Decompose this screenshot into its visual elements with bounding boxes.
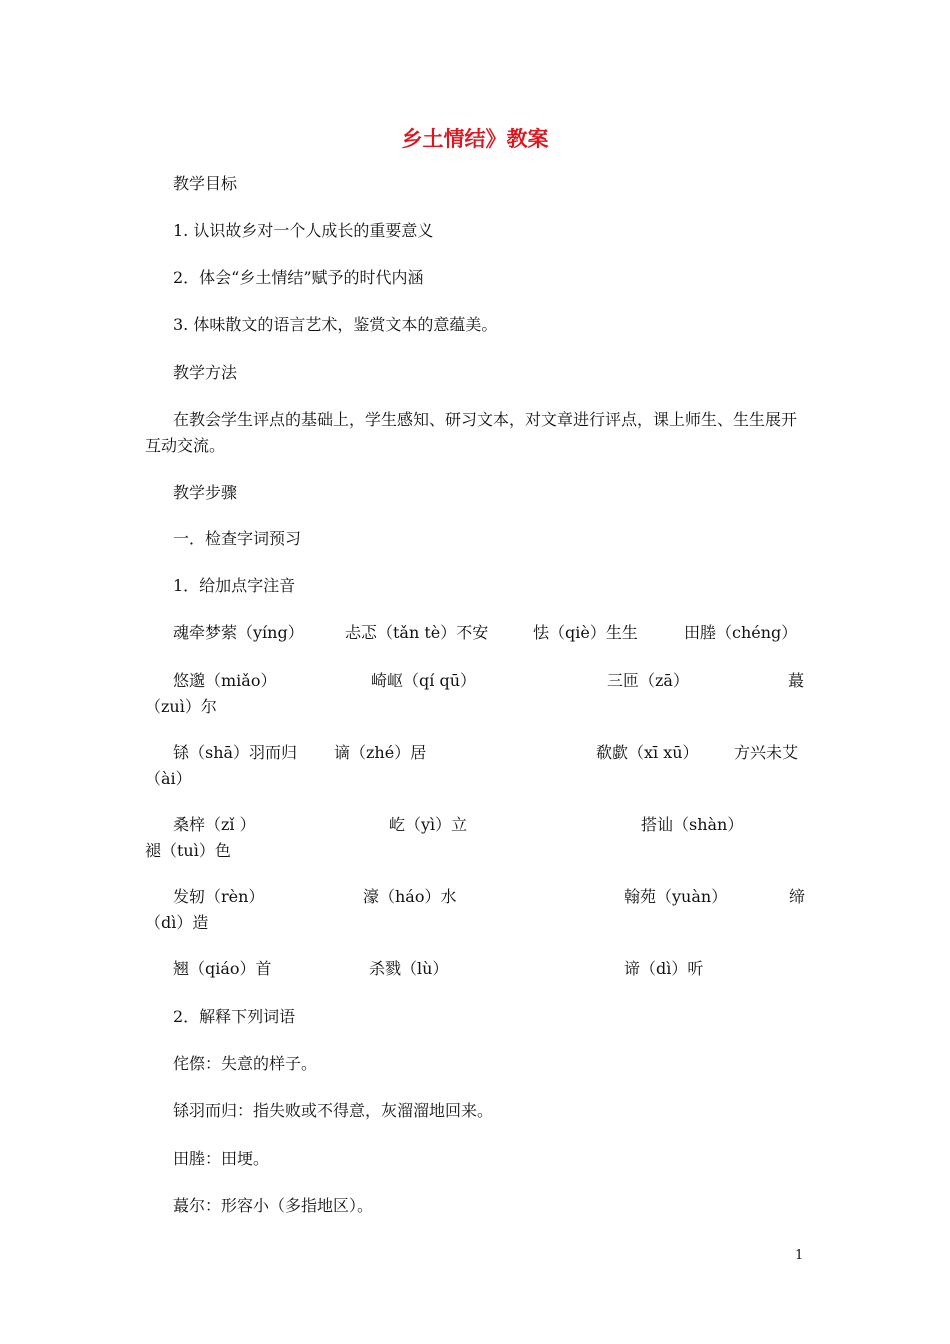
- objective-item-2: 2．体会“乡土情结”赋予的时代内涵: [173, 268, 424, 287]
- pinyin-item: 谪（zhé）居: [334, 743, 427, 762]
- page-title: 乡土情结》教案: [401, 127, 549, 151]
- pinyin-item: 魂牵梦萦（yíng）: [173, 623, 304, 642]
- pinyin-item: 悠邈（miǎo）: [173, 671, 277, 690]
- pinyin-item-continuation: （ài）: [145, 769, 192, 788]
- pinyin-item-continuation: 褪（tuì）色: [145, 841, 231, 860]
- definition-item: 铩羽而归：指失败或不得意，灰溜溜地回来。: [173, 1101, 494, 1120]
- pinyin-item: 铩（shā）羽而归: [173, 743, 298, 762]
- pinyin-item: 杀戮（lù）: [369, 959, 449, 978]
- pinyin-item-continuation: （zuì）尔: [145, 697, 217, 716]
- pinyin-row: [145, 668, 805, 720]
- pinyin-item: 翰苑（yuàn）: [624, 887, 728, 906]
- pinyin-item: 濠（háo）水: [363, 887, 457, 906]
- methods-heading: 教学方法: [173, 363, 238, 382]
- pinyin-item: 谛（dì）听: [624, 959, 704, 978]
- section-1-heading: 一．检查字词预习: [173, 529, 302, 548]
- pinyin-item: 怯（qiè）生生: [533, 623, 638, 642]
- pinyin-row: [145, 812, 805, 864]
- pinyin-item: 三匝（zā）: [607, 671, 689, 690]
- pinyin-item: 缔: [789, 887, 806, 906]
- steps-heading: 教学步骤: [173, 483, 238, 502]
- pinyin-item: 桑梓（zǐ ）: [173, 815, 256, 834]
- pinyin-item: 搭讪（shàn）: [641, 815, 744, 834]
- pinyin-row: [145, 620, 805, 672]
- definition-item: 蕞尔：形容小（多指地区）。: [173, 1196, 374, 1215]
- pinyin-item: 屹（yì）立: [389, 815, 468, 834]
- pinyin-row: [145, 740, 805, 792]
- objective-item-3: 3. 体味散文的语言艺术，鉴赏文本的意蕴美。: [173, 315, 498, 334]
- definition-item: 田塍：田埂。: [173, 1149, 270, 1168]
- pinyin-row: [145, 884, 805, 936]
- pinyin-item: 翘（qiáo）首: [173, 959, 272, 978]
- pinyin-item: 田塍（chéng）: [684, 623, 798, 642]
- methods-paragraph: 在教会学生评点的基础上，学生感知、研习文本，对文章进行评点，课上师生、生生展开互动交流。: [145, 410, 798, 455]
- pinyin-item: 发轫（rèn）: [173, 887, 265, 906]
- pinyin-item: 崎岖（qí qū）: [371, 671, 476, 690]
- pinyin-item: 蕞: [788, 671, 805, 690]
- objectives-heading: 教学目标: [173, 174, 238, 193]
- pinyin-item: 忐忑（tǎn tè）不安: [345, 623, 489, 642]
- pinyin-item: 方兴未艾: [734, 743, 799, 762]
- definition-item: 侘傺：失意的样子。: [173, 1054, 318, 1073]
- pinyin-row: [145, 956, 805, 1008]
- pinyin-item: 欷歔（xī xū）: [596, 743, 699, 762]
- objective-item-1: 1. 认识故乡对一个人成长的重要意义: [173, 221, 434, 240]
- subsection-2-heading: 2．解释下列词语: [173, 1007, 296, 1026]
- subsection-1-heading: 1．给加点字注音: [173, 576, 296, 595]
- pinyin-item-continuation: （dì）造: [145, 913, 209, 932]
- page-number: 1: [795, 1248, 804, 1263]
